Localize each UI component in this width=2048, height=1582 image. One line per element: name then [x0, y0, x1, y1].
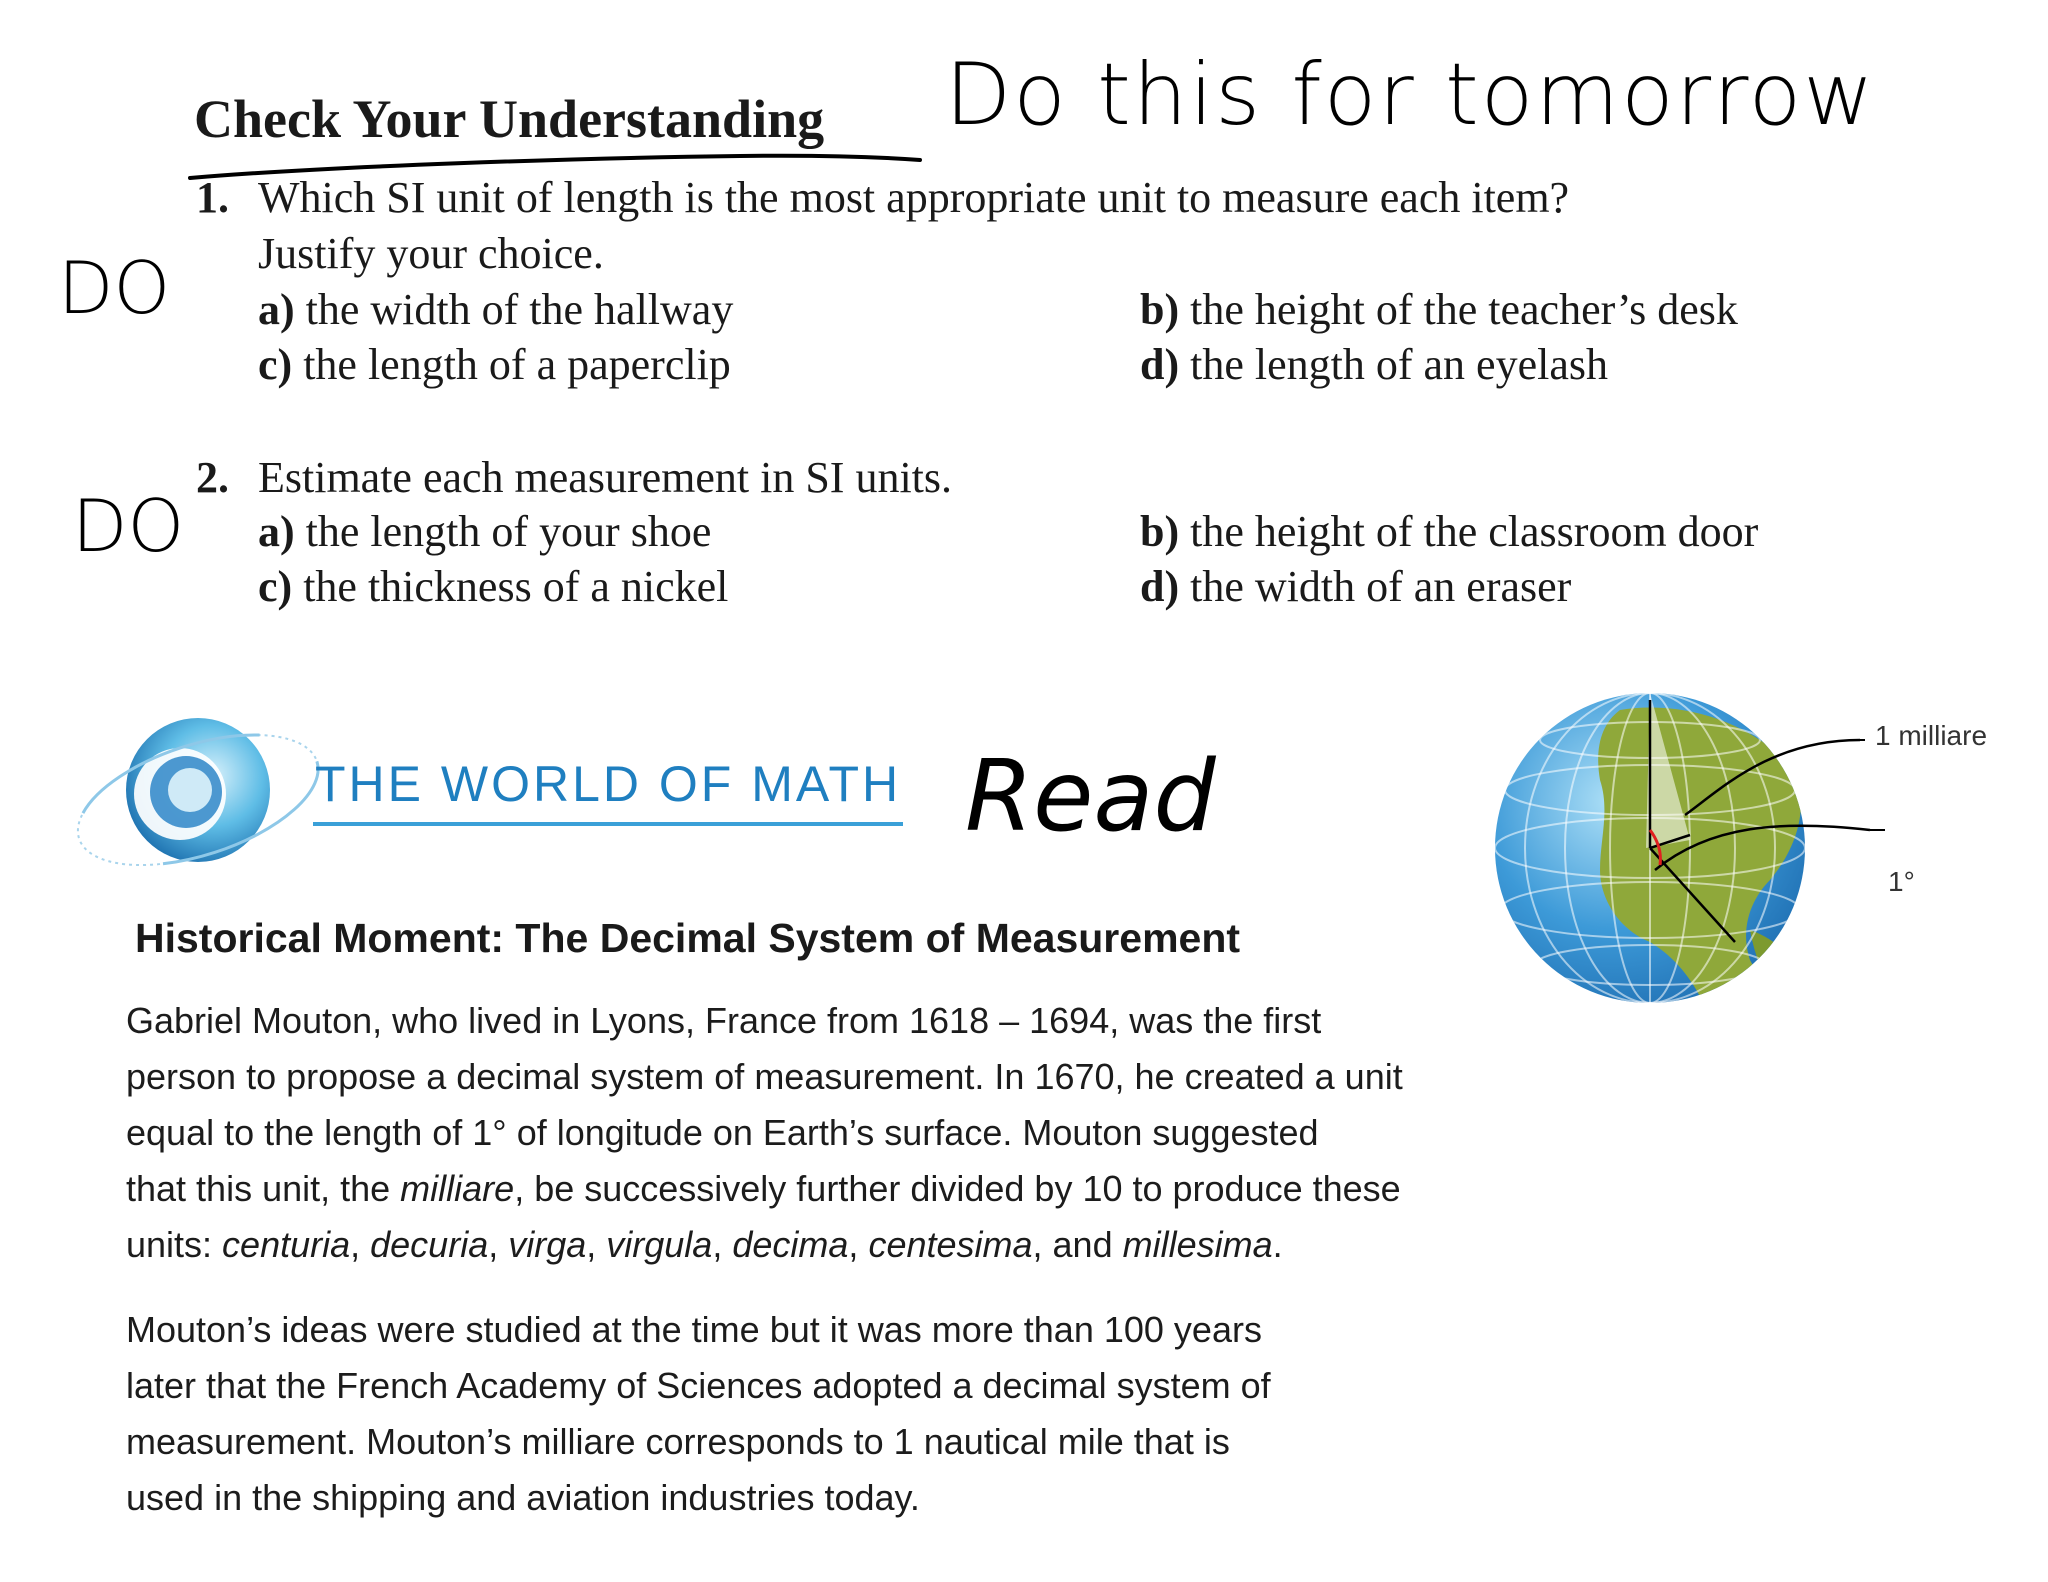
question-1-prompt-cont: Justify your choice.: [258, 229, 604, 278]
q2-item-a: a) the length of your shoe: [258, 507, 712, 556]
heading-rule: [313, 822, 903, 826]
q2-item-b: b) the height of the classroom door: [1140, 507, 1759, 556]
q1-item-a: a) the width of the hallway: [258, 285, 734, 334]
question-2-prompt: Estimate each measurement in SI units.: [258, 453, 953, 502]
q1-item-b: b) the height of the teacher’s desk: [1140, 285, 1738, 334]
paragraph-1-line-4: that this unit, the milliare, be successively further divided by 10 to produce these: [126, 1168, 1401, 1209]
paragraph-1-line-2: person to propose a decimal system of measurement. In 1670, he created a unit: [126, 1056, 1403, 1097]
paragraph-1-line-5: units: centuria, decuria, virga, virgula, decima, centesima, and millesima.: [126, 1224, 1283, 1265]
world-of-math-logo-icon: [68, 700, 328, 880]
world-of-math-heading: THE WORLD OF MATH: [315, 756, 902, 812]
globe-label-milliare: 1 milliare: [1875, 720, 1988, 751]
margin-note-do-2: DO: [72, 484, 185, 568]
globe-label-degree: 1°: [1888, 866, 1915, 897]
q2-item-c: c) the thickness of a nickel: [258, 562, 729, 611]
q1-item-d: d) the length of an eyelash: [1140, 340, 1608, 389]
question-number-1: 1.: [196, 173, 229, 222]
question-number-2: 2.: [196, 453, 229, 502]
q1-item-c: c) the length of a paperclip: [258, 340, 731, 389]
historical-moment-title: Historical Moment: The Decimal System of Measurement: [135, 915, 1241, 961]
paragraph-2-line-4: used in the shipping and aviation industries today.: [126, 1477, 920, 1518]
q2-item-d: d) the width of an eraser: [1140, 562, 1572, 611]
handwritten-note-tomorrow: Do this for tomorrow: [945, 45, 1876, 145]
paragraph-1-line-1: Gabriel Mouton, who lived in Lyons, France from 1618 – 1694, was the first: [126, 1000, 1322, 1041]
paragraph-1-line-3: equal to the length of 1° of longitude on Earth’s surface. Mouton suggested: [126, 1112, 1319, 1153]
question-1-prompt: Which SI unit of length is the most appropriate unit to measure each item?: [258, 173, 1570, 222]
paragraph-2-line-1: Mouton’s ideas were studied at the time but it was more than 100 years: [126, 1309, 1262, 1350]
margin-note-do-1: DO: [58, 246, 171, 330]
section-title: Check Your Understanding: [194, 89, 825, 149]
handwritten-note-read: Read: [965, 740, 1216, 854]
paragraph-2-line-3: measurement. Mouton’s milliare corresponds to 1 nautical mile that is: [126, 1421, 1230, 1462]
paragraph-2-line-2: later that the French Academy of Sciences adopted a decimal system of: [126, 1365, 1271, 1406]
